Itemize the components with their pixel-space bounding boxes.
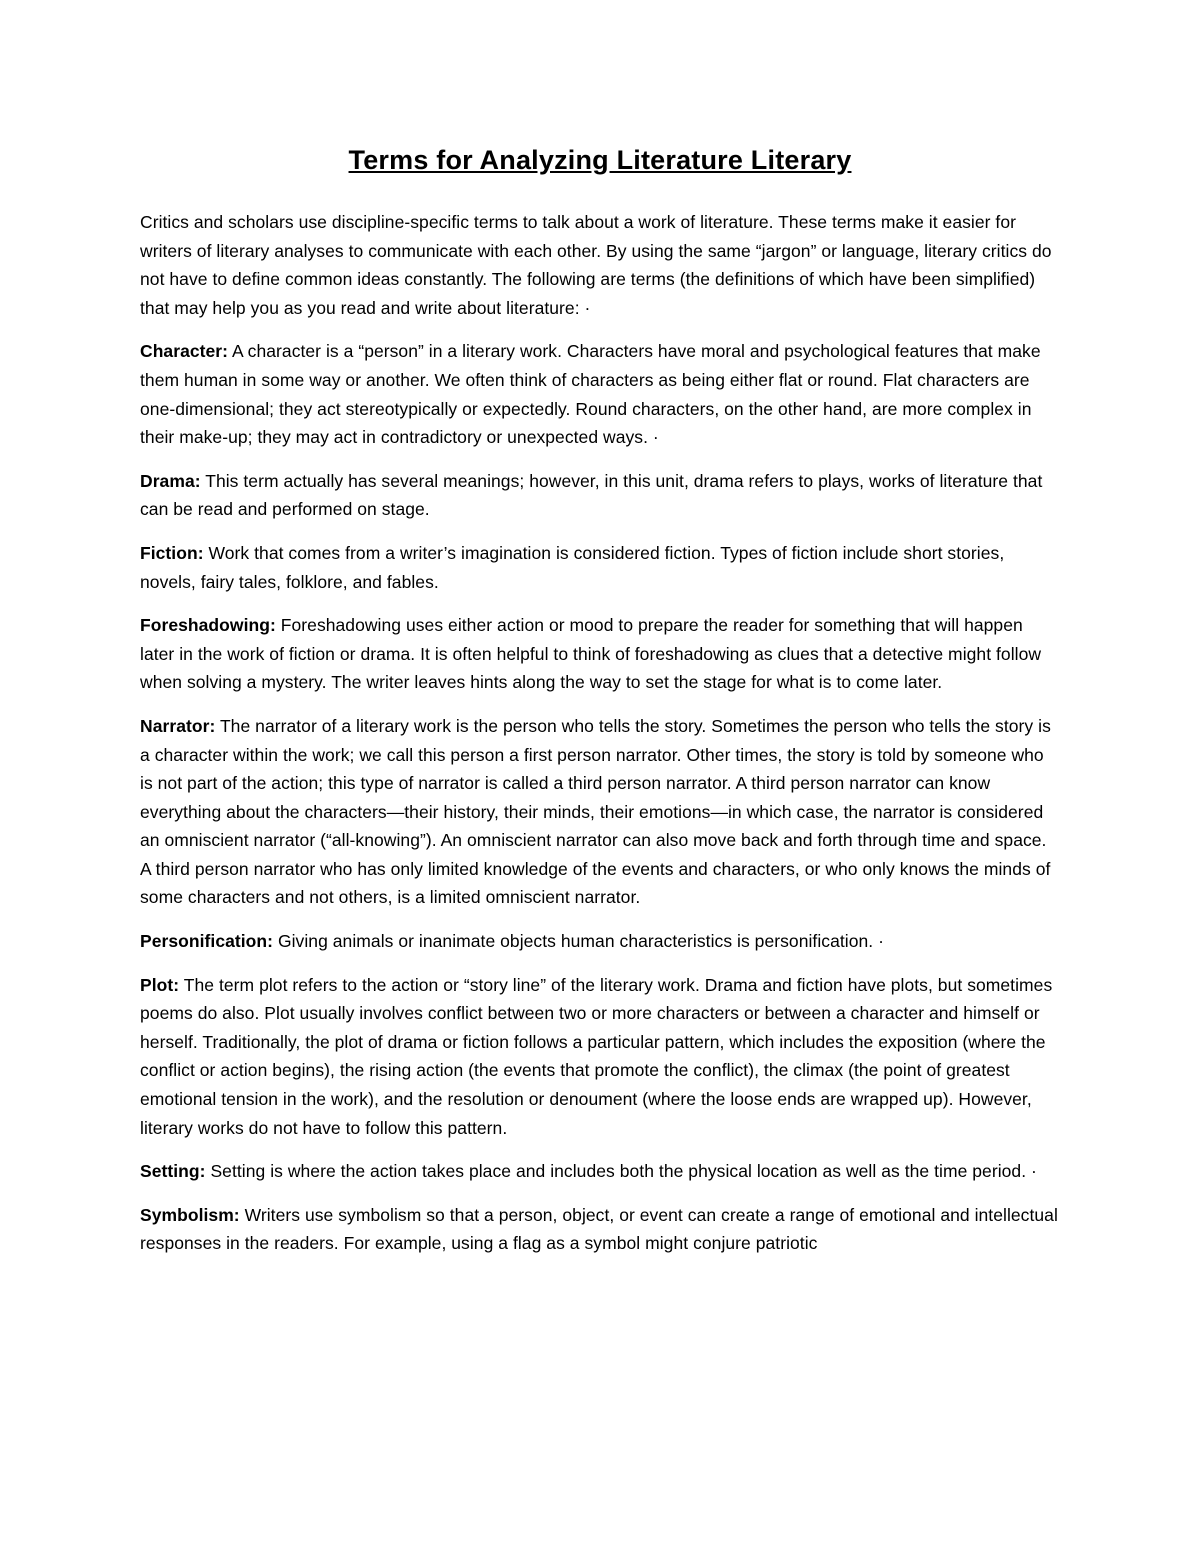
term-symbolism: [140, 1201, 1060, 1258]
term-setting: [140, 1157, 1060, 1186]
term-definition: Giving animals or inanimate objects human characteristics is personification. ·: [273, 931, 884, 952]
term-definition: Setting is where the action takes place and includes both the physical location as well as the time period. ·: [205, 1161, 1037, 1182]
term-label: Plot:: [140, 974, 180, 995]
term-label: Personification:: [140, 931, 274, 952]
term-label: Narrator:: [140, 715, 216, 736]
term-narrator: [140, 712, 1060, 912]
term-definition: The narrator of a literary work is the person who tells the story. Sometimes the person who tells the story is a character within the work; we call this person a first person narrator. Other times, the story is told by someone who is not part of the action; this type of narrator is called a third person narrator. A third person narrator can know everything about the characters—their history, their minds, their emotions—in which case, the narrator is considered an omniscient narrator (“all-knowing”). An omniscient narrator can also move back and forth through time and space. A third person narrator who has only limited knowledge of the events and characters, or who only knows the minds of some characters and not others, is a limited omniscient narrator.: [140, 715, 1051, 908]
term-label: Character:: [140, 341, 229, 362]
term-definition: Foreshadowing uses either action or mood to prepare the reader for something that will happen later in the work of fiction or drama. It is often helpful to think of foreshadowing as clues that a detective might follow when solving a mystery. The writer leaves hints along the way to set the stage for what is to come later.: [140, 615, 1042, 693]
document-title: Terms for Analyzing Literature Literary: [348, 145, 852, 175]
term-fiction: [140, 539, 1060, 596]
term-foreshadowing: [140, 611, 1060, 697]
term-definition: The term plot refers to the action or “story line” of the literary work. Drama and fiction have plots, but sometimes poems do also. Plot usually involves conflict between two or more characters or between a character and himself or herself. Traditionally, the plot of drama or fiction follows a particular pattern, which includes the exposition (where the conflict or action begins), the rising action (the events that promote the conflict), the climax (the point of greatest emotional tension in the work), and the resolution or denoument (where the loose ends are wrapped up). However, literary works do not have to follow this pattern.: [140, 974, 1053, 1138]
term-character: [140, 337, 1060, 451]
term-drama: [140, 467, 1060, 524]
term-definition: Writers use symbolism so that a person, object, or event can create a range of emotional and intellectual responses in the readers. For example, using a flag as a symbol might conjure patriotic: [140, 1204, 1058, 1254]
term-definition: Work that comes from a writer’s imagination is considered fiction. Types of fiction include short stories, novels, fairy tales, folklore, and fables.: [140, 542, 1005, 592]
document-page: [140, 140, 1060, 1273]
term-label: Fiction:: [140, 542, 204, 563]
term-label: Foreshadowing:: [140, 615, 276, 636]
term-label: Setting:: [140, 1161, 206, 1182]
term-personification: [140, 927, 1060, 956]
term-definition: This term actually has several meanings; however, in this unit, drama refers to plays, works of literature that can be read and performed on stage.: [140, 470, 1043, 520]
intro-paragraph: Critics and scholars use discipline-specific terms to talk about a work of literature. These terms make it easier for writers of literary analyses to communicate with each other. By using the same “jargon” or language, literary critics do not have to define common ideas constantly. The following are terms (the definitions of which have been simplified) that may help you as you read and write about literature: ·: [140, 212, 1052, 318]
term-label: Drama:: [140, 470, 201, 491]
term-plot: [140, 971, 1060, 1143]
term-label: Symbolism:: [140, 1204, 240, 1225]
term-definition: A character is a “person” in a literary work. Characters have moral and psychological features that make them human in some way or another. We often think of characters as being either flat or round. Flat characters are one-dimensional; they act stereotypically or expectedly. Round characters, on the other hand, are more complex in their make-up; they may act in contradictory or unexpected ways. ·: [140, 341, 1041, 448]
